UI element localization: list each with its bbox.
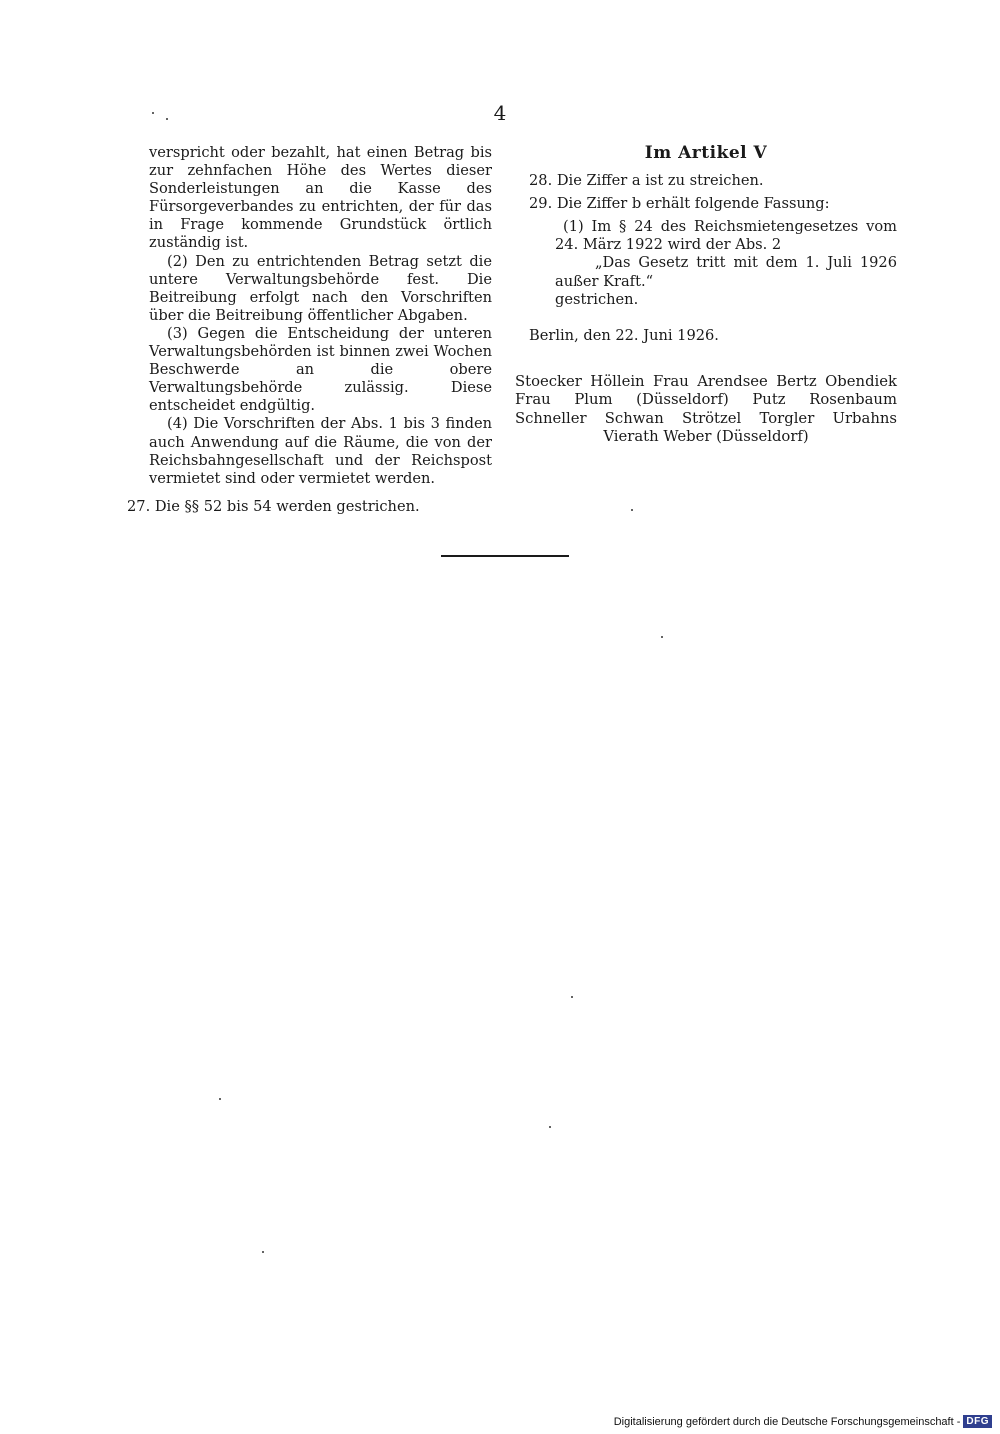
scan-speck	[631, 509, 633, 511]
item-29-paragraph-1: (1) Im § 24 des Reichsmietengesetzes vom 24. März 1922 wird der Abs. 2	[555, 218, 897, 254]
footer	[614, 1415, 992, 1428]
item-29-end: gestrichen.	[555, 290, 639, 308]
item-27: 27. Die §§ 52 bis 54 werden gestrichen.	[127, 497, 420, 515]
scan-speck	[661, 636, 663, 638]
section-heading: Im Artikel V	[644, 143, 768, 163]
scan-speck	[262, 1251, 264, 1253]
item-29-quote: „Das Gesetz tritt mit dem 1. Juli 1926 außer Kraft.“	[555, 254, 897, 290]
signatories: Stoecker Höllein Frau Arendsee Bertz Obendiek Frau Plum (Düsseldorf) Putz Rosenbaum Schneller Schwan Strötzel Torgler Urbahns Vierath Weber (Düsseldorf)	[515, 372, 897, 446]
dfg-logo: DFG	[963, 1415, 992, 1428]
footer-text: Digitalisierung gefördert durch die Deutsche Forschungsgemeinschaft -	[613, 1415, 961, 1428]
scan-speck	[166, 118, 168, 120]
page-number: 4	[493, 101, 507, 125]
paragraph-2: (2) Den zu entrichtenden Betrag setzt die untere Verwaltungsbehörde fest. Die Beitreibung erfolgt nach den Vorschriften über die Beitreibung öffentlicher Abgaben.	[149, 252, 492, 324]
item-29: 29. Die Ziffer b erhält folgende Fassung:	[529, 195, 830, 213]
right-column	[515, 144, 897, 462]
scan-speck	[219, 1098, 221, 1100]
scan-speck	[549, 1126, 551, 1128]
paragraph-4: (4) Die Vorschriften der Abs. 1 bis 3 finden auch Anwendung auf die Räume, die von der Reichsbahngesellschaft und der Reichspost vermietet sind oder vermietet werden.	[149, 415, 492, 487]
scan-speck	[152, 112, 154, 114]
scan-speck	[571, 996, 573, 998]
left-column	[127, 144, 492, 516]
paragraph-3: (3) Gegen die Entscheidung der unteren Verwaltungsbehörden ist binnen zwei Wochen Beschwerde an die obere Verwaltungsbehörde zulässig. Diese entscheidet endgültig.	[149, 324, 492, 415]
date-line: Berlin, den 22. Juni 1926.	[529, 326, 719, 344]
divider-rule	[441, 555, 569, 557]
item-28: 28. Die Ziffer a ist zu streichen.	[529, 172, 764, 190]
paragraph-intro: verspricht oder bezahlt, hat einen Betrag bis zur zehnfachen Höhe des Wertes dieser Sonderleistungen an die Kasse des Fürsorgeverbandes zu entrichten, der für das in Frage kommende Grundstück örtlich zuständig ist.	[149, 144, 492, 252]
